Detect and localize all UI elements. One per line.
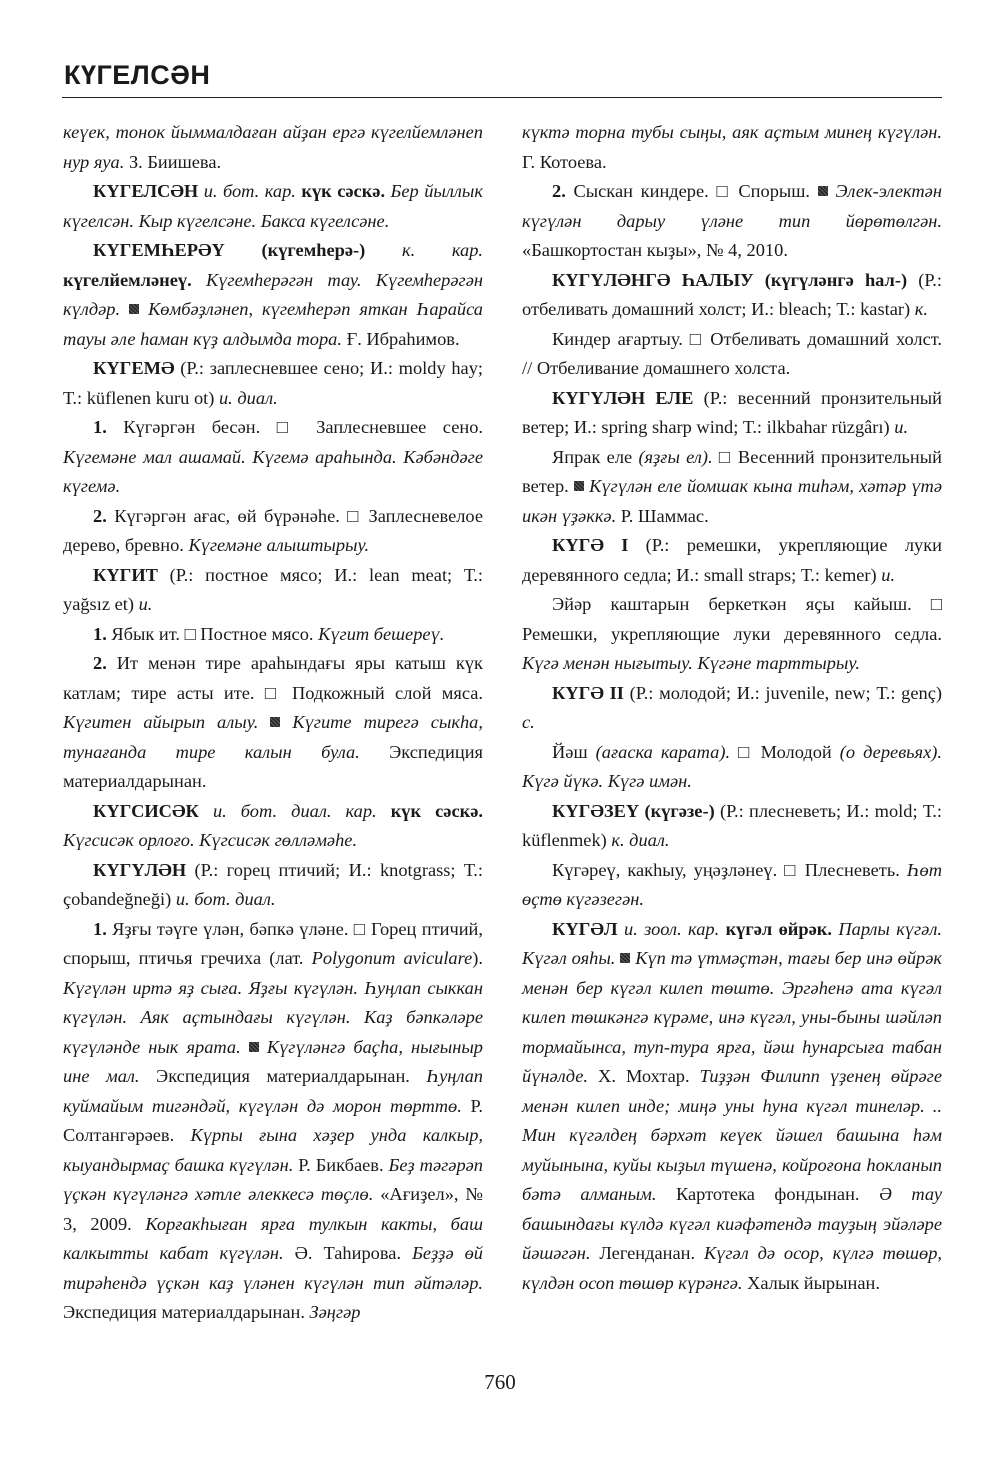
- dictionary-entry-paragraph: 1. Ябык ит. □ Постное мясо. Күгит бешереү.: [93, 623, 445, 644]
- dictionary-entry-paragraph: КҮГӘЗЕҮ (күгәзе-) (Р.: плесневеть; И.: mold; Т.: küflenmek) к. диал.: [522, 800, 942, 850]
- dictionary-entry-paragraph: Эйәр каштарын беркеткән яҫы кайыш. □ Ремешки, укрепляющие луки деревянного седла. Күгә менән нығытыу. Күгәне тарттырыу.: [522, 594, 942, 673]
- dictionary-entry-paragraph: КҮГӘ I (Р.: ремешки, укрепляющие луки деревянного седла; И.: small straps; Т.: kemer) и.: [522, 535, 942, 585]
- dictionary-entry-paragraph: КҮГЕЛСӘН и. бот. кар. күк сәскә. Бер йыллык күгелсән. Кыр күгелсәне. Бакса күгелсәне.: [63, 181, 483, 231]
- dictionary-entry-paragraph: 2. Күгәргән ағас, өй бүрәнәһе. □ Заплесневелое дерево, бревно. Күгемәне алыштырыу.: [63, 505, 483, 555]
- dictionary-entry-paragraph: Япрак еле (яҙғы ел). □ Весенний пронзительный ветер. Күгүлән еле йомшак кына тиһәм, хәтәр үтә икән үҙәккә. Р. Шаммас.: [522, 446, 942, 526]
- dictionary-entry-paragraph: кеүек, тонок йыммалдаған айҙан ергә күгелйемләнеп нур яуа. З. Биишева.: [63, 122, 483, 172]
- dictionary-entry-paragraph: КҮГСИСӘК и. бот. диал. кар. күк сәскә. Күгсисәк орлоғо. Күгсисәк гөлләмәһе.: [63, 800, 483, 850]
- dictionary-entry-paragraph: 2. Ит менән тире араһындағы яры катыш күк катлам; тире асты ите. □ Подкожный слой мяса. Күгитен айырып алыу. Күгите тирегә сыкһа, тунағанда тире калын була. Экспедиция материалдарынан.: [63, 653, 483, 791]
- page-number: 760: [484, 1370, 516, 1394]
- dictionary-entry-paragraph: 1. Яҙғы тәүге үлән, бәпкә үләне. □ Горец птичий, спорыш, птичья гречиха (лат. Polygonum aviculare). Күгүлән иртә яҙ сыға. Яҙғы күгүлән. Һуңлап сыккан күгүлән. Аяк аҫтындағы күгүлән. Каҙ бәпкәләре күгүләнде нык ярата. Күгүләнгә баҫһа, нығыныр ине мал. Экспедиция материалдарынан. Һуңлап куймайым тигәндәй, күгүлән дә морон төрттө. Р. Солтангәрәев. Күрпы ғына хәҙер унда калкыр, кыуандырмаҫ башка күгүлән. Р. Бикбаев. Беҙ тәгәрәп үҫкән күгүләнгә хәтле әлеккесә төҫлө. «Ағиҙел», № 3, 2009. Корғакһыған ярға тулкын какты, баш калкытты кабат күгүлән. Ә. Таһирова. Беҙҙә өй тирәһендә үҫкән каҙ үләнен күгүлән тип әйтәләр. Экспедиция материалдарынан. Зәңгәр: [63, 918, 484, 1322]
- dictionary-entry-paragraph: Йәш (ағаска карата). □ Молодой (о деревьях). Күгә йүкә. Күгә имән.: [522, 741, 942, 791]
- dictionary-entry-paragraph: КҮГЕМҺЕРӘҮ (күгемһерә-) к. кар. күгелйемләнеү. Күгемһерәгән тау. Күгемһерәгән күлдәр. Көмбәҙләнеп, күгемһерәп яткан Һарайса тауы әле һаман күҙ алдымда тора. Ғ. Ибраһимов.: [63, 240, 483, 349]
- right-column: [522, 118, 942, 1298]
- dictionary-entry-paragraph: күктә торна тубы сыңы, аяк аҫтым минең күгүлән. Г. Котоева.: [522, 122, 942, 172]
- left-column: [63, 118, 483, 1328]
- header-rule: [62, 97, 942, 98]
- dictionary-entry-paragraph: КҮГҮЛӘН (Р.: горец птичий; И.: knotgrass; Т.: çobandeğneği) и. бот. диал.: [63, 859, 483, 909]
- dictionary-entry-paragraph: КҮГИТ (Р.: постное мясо; И.: lean meat; Т.: yağsız et) и.: [63, 564, 483, 614]
- dictionary-entry-paragraph: КҮГӘ II (Р.: молодой; И.: juvenile, new; Т.: genç) с.: [522, 682, 942, 732]
- dictionary-entry-paragraph: КҮГҮЛӘНГӘ ҺАЛЫУ (күгүләнгә һал-) (Р.: отбеливать домашний холст; И.: bleach; Т.: kastar) к.: [522, 269, 942, 319]
- dictionary-entry-paragraph: 2. Сыскан киндере. □ Спорыш. Элек-электән күгүлән дарыу үләне тип йөрөтөлгән. «Башкортостан кыҙы», № 4, 2010.: [522, 181, 942, 260]
- dictionary-entry-paragraph: Киндер ағартыу. □ Отбеливать домашний холст. // Отбеливание домашнего холста.: [522, 328, 942, 378]
- running-head: КҮГЕЛСӘН: [64, 60, 211, 90]
- dictionary-entry-paragraph: 1. Күгәргән бесән. □ Заплесневшее сено. Күгемәне мал ашамай. Күгемә араһында. Кәбәндәге күгемә.: [63, 417, 483, 496]
- dictionary-entry-paragraph: Күгәреү, какһыу, уңәҙләнеү. □ Плесневеть. Һөт өҫтө күгәзегән.: [522, 859, 942, 909]
- dictionary-entry-paragraph: КҮГӘЛ и. зоол. кар. күгәл өйрәк. Парлы күгәл. Күгәл ояһы. Күп тә үтмәҫтән, тағы бер инә өйрәк менән бер күгәл килеп төштө. Эргәһенә ата күгәл килеп төшкәнгә күрәме, инә күгәл, уны-быны шәйләп тормайынса, туп-тура ярға, йәш һунарсыға табан йүнәлде. Х. Мохтар. Тиҙҙән Филипп үҙенең өйрәге менән килеп инде; миңә уны һуна күгәл тинеләр. .. Мин күгәлдең бәрхәт кеүек йәшел башына һәм муйынына, куйы кыҙыл түшенә, койроғона һокланып бәтә алманым. Картотека фондынан. Ә тау башындағы күлдә күгәл киәфәтендә тауҙың эйәләре йәшәгән. Легенданан. Күгәл дә осор, күлгә төшөр, күлдән осоп төшөр күрәнгә. Халык йырынан.: [522, 918, 943, 1293]
- dictionary-entry-paragraph: КҮГЕМӘ (Р.: заплесневшее сено; И.: moldy hay; Т.: küflenen kuru ot) и. диал.: [63, 358, 483, 408]
- dictionary-entry-paragraph: КҮГҮЛӘН ЕЛЕ (Р.: весенний пронзительный ветер; И.: spring sharp wind; Т.: ilkbahar rüzgârı) и.: [522, 387, 942, 437]
